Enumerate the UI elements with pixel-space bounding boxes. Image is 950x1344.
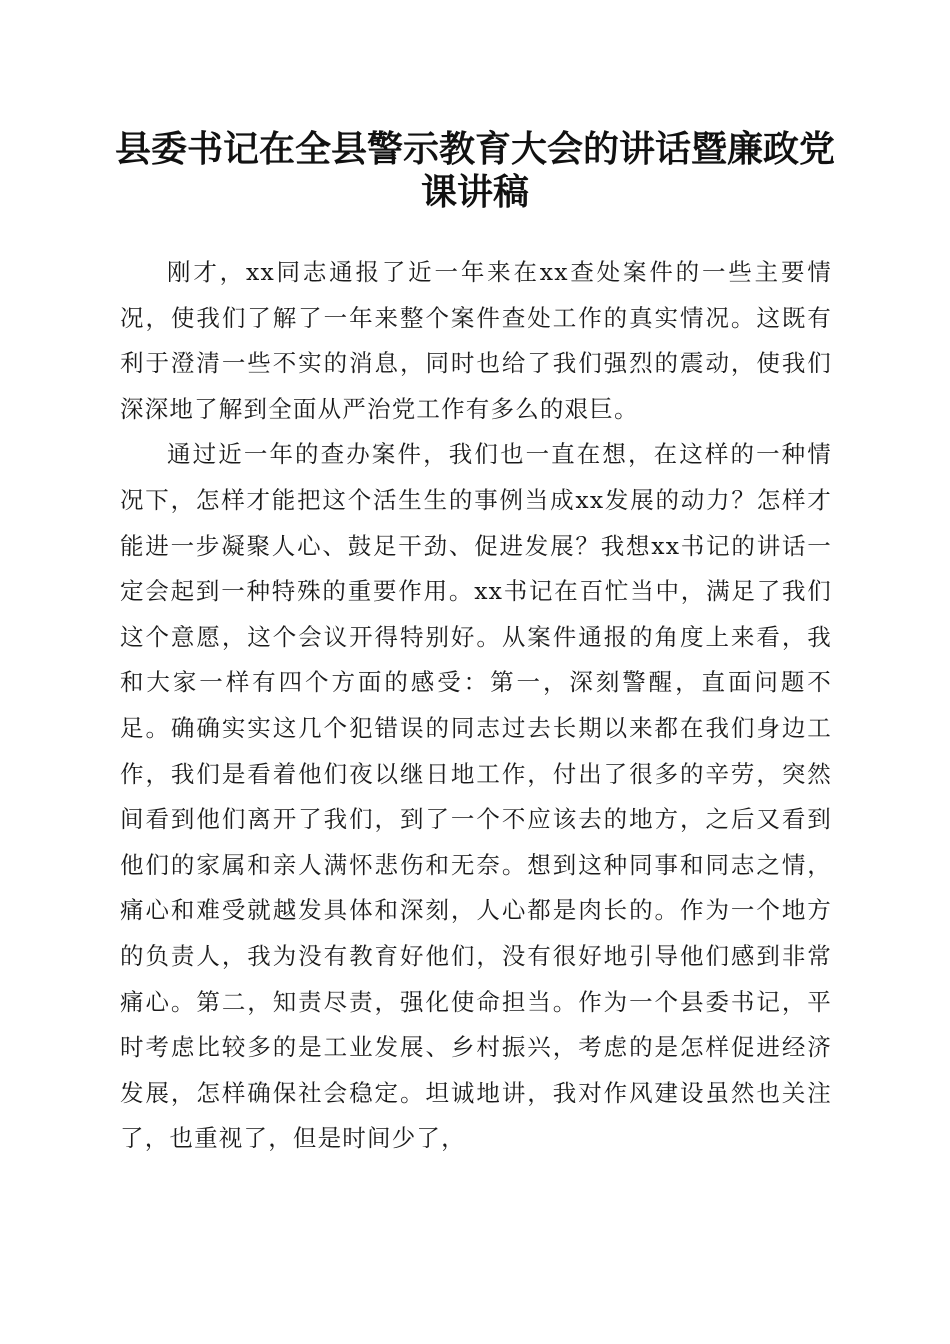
document-body	[120, 250, 832, 1162]
paragraph-1: 刚才，xx同志通报了近一年来在xx查处案件的一些主要情况，使我们了解了一年来整个案件查处工作的真实情况。这既有利于澄清一些不实的消息，同时也给了我们强烈的震动，使我们深深地了解到全面从严治党工作有多么的艰巨。	[120, 258, 832, 423]
paragraph-2: 通过近一年的查办案件，我们也一直在想，在这样的一种情况下，怎样才能把这个活生生的事例当成xx发展的动力？怎样才能进一步凝聚人心、鼓足干劲、促进发展？我想xx书记的讲话一定会起到一种特殊的重要作用。xx书记在百忙当中，满足了我们这个意愿，这个会议开得特别好。从案件通报的角度上来看，我和大家一样有四个方面的感受：第一，深刻警醒，直面问题不足。确确实实这几个犯错误的同志过去长期以来都在我们身边工作，我们是看着他们夜以继日地工作，付出了很多的辛劳，突然间看到他们离开了我们，到了一个不应该去的地方，之后又看到他们的家属和亲人满怀悲伤和无奈。想到这种同事和同志之情，痛心和难受就越发具体和深刻，人心都是肉长的。作为一个地方的负责人，我为没有教育好他们，没有很好地引导他们感到非常痛心。第二，知责尽责，强化使命担当。作为一个县委书记，平时考虑比较多的是工业发展、乡村振兴，考虑的是怎样促进经济发展，怎样确保社会稳定。坦诚地讲，我对作风建设虽然也关注了，也重视了，但是时间少了，	[120, 440, 832, 1153]
document-title: 县委书记在全县警示教育大会的讲话暨廉政党课讲稿	[114, 128, 835, 213]
